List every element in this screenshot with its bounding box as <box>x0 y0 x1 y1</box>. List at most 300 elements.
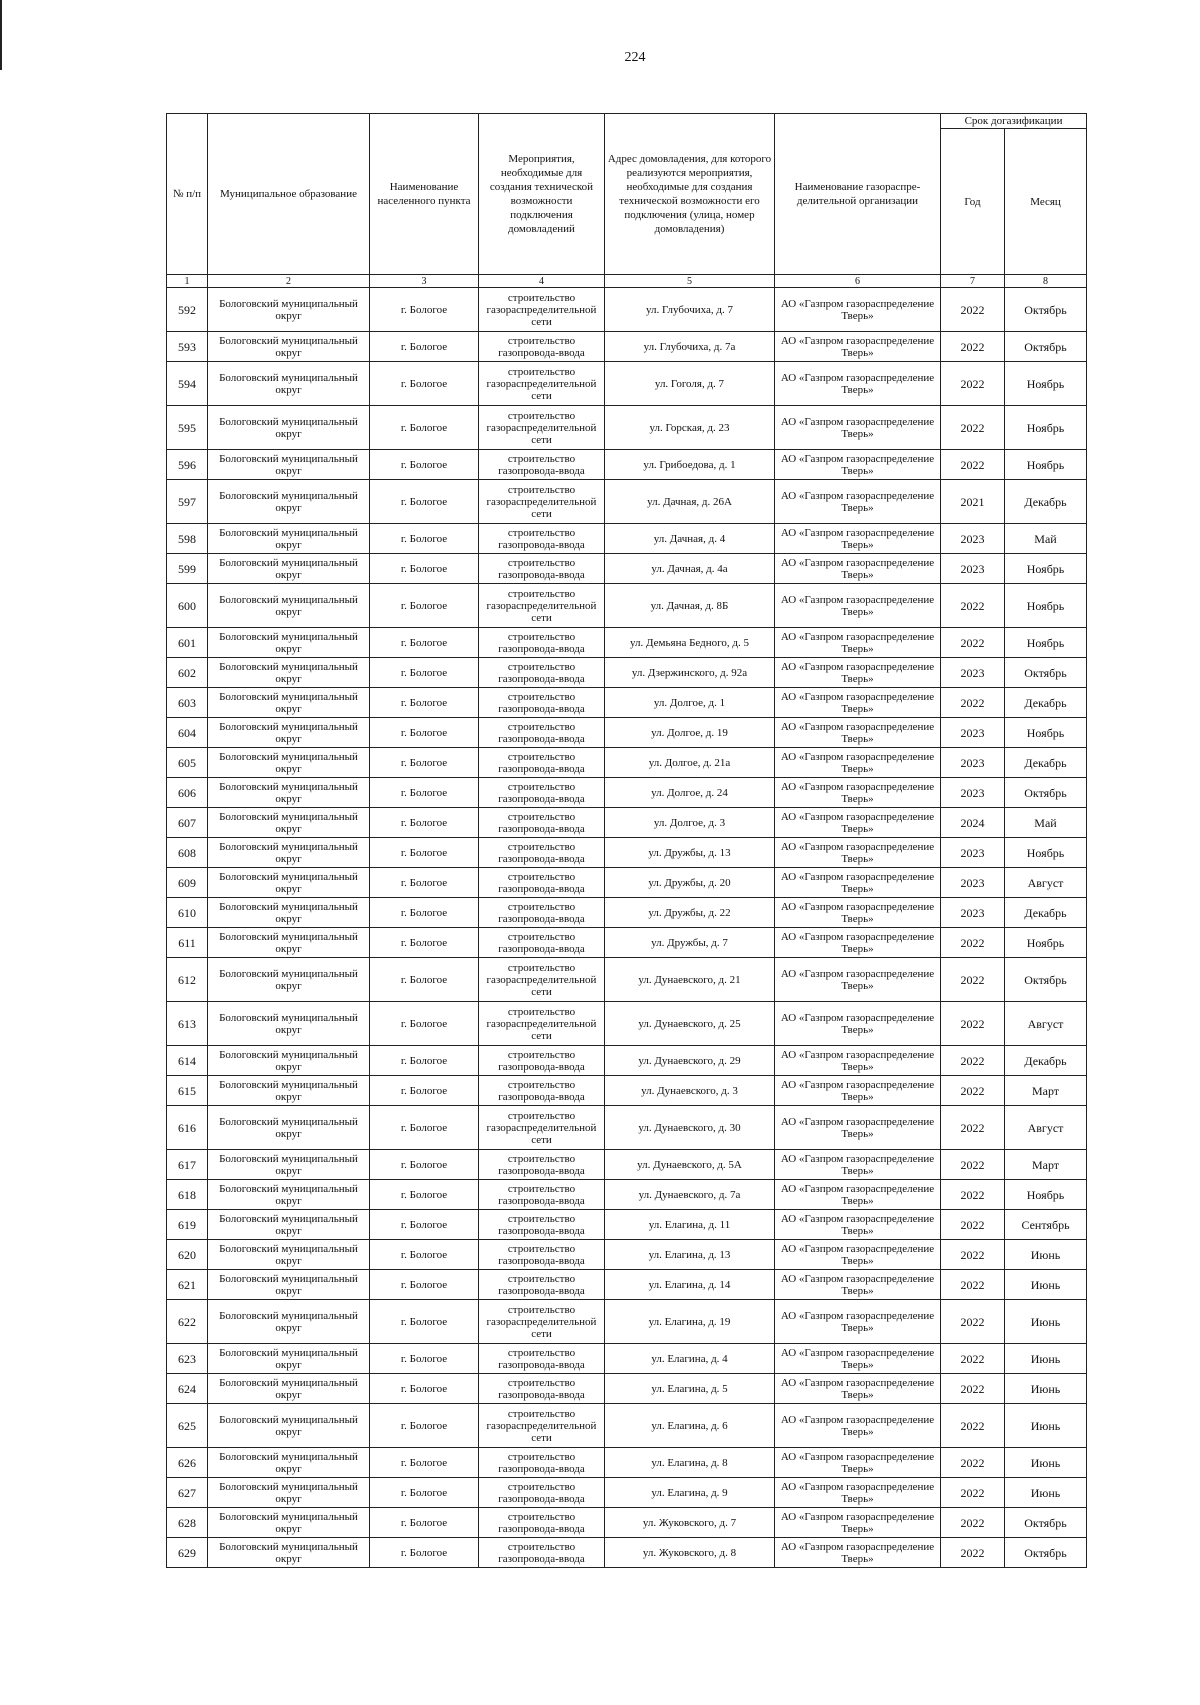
gdo-name: АО «Газпром газораспределение Тверь» <box>775 718 941 748</box>
settlement: г. Бологое <box>370 450 479 480</box>
table-row <box>167 362 1087 406</box>
address: ул. Дунаевского, д. 5А <box>605 1150 775 1180</box>
settlement: г. Бологое <box>370 868 479 898</box>
table-row <box>167 1448 1087 1478</box>
municipality: Бологовский муниципальный округ <box>208 868 370 898</box>
gdo-name: АО «Газпром газораспределение Тверь» <box>775 288 941 332</box>
address: ул. Горская, д. 23 <box>605 406 775 450</box>
address: ул. Жуковского, д. 7 <box>605 1508 775 1538</box>
address: ул. Дружбы, д. 13 <box>605 838 775 868</box>
year: 2022 <box>941 958 1005 1002</box>
table-row <box>167 1478 1087 1508</box>
row-number: 608 <box>167 838 208 868</box>
year: 2022 <box>941 1210 1005 1240</box>
header-measures: Мероприятия, необходимые для создания технической возможности подключения домовладений <box>479 114 605 275</box>
row-number: 606 <box>167 778 208 808</box>
settlement: г. Бологое <box>370 406 479 450</box>
gdo-name: АО «Газпром газораспределение Тверь» <box>775 1404 941 1448</box>
municipality: Бологовский муниципальный округ <box>208 524 370 554</box>
row-number: 619 <box>167 1210 208 1240</box>
page-number: 224 <box>624 50 646 65</box>
header-year: Год <box>941 129 1005 275</box>
address: ул. Дачная, д. 4 <box>605 524 775 554</box>
settlement: г. Бологое <box>370 928 479 958</box>
municipality: Бологовский муниципальный округ <box>208 1270 370 1300</box>
gdo-name: АО «Газпром газораспределение Тверь» <box>775 524 941 554</box>
measure: строительство газопровода-ввода <box>479 838 605 868</box>
measure: строительство газораспределительной сети <box>479 1404 605 1448</box>
measure: строительство газопровода-ввода <box>479 1150 605 1180</box>
municipality: Бологовский муниципальный округ <box>208 718 370 748</box>
gdo-name: АО «Газпром газораспределение Тверь» <box>775 898 941 928</box>
address: ул. Долгое, д. 21а <box>605 748 775 778</box>
measure: строительство газопровода-ввода <box>479 1210 605 1240</box>
row-number: 627 <box>167 1478 208 1508</box>
table-row <box>167 838 1087 868</box>
address: ул. Дачная, д. 26А <box>605 480 775 524</box>
year: 2022 <box>941 1002 1005 1046</box>
settlement: г. Бологое <box>370 1300 479 1344</box>
municipality: Бологовский муниципальный округ <box>208 406 370 450</box>
municipality: Бологовский муниципальный округ <box>208 1478 370 1508</box>
year: 2022 <box>941 406 1005 450</box>
address: ул. Елагина, д. 9 <box>605 1478 775 1508</box>
year: 2022 <box>941 1076 1005 1106</box>
measure: строительство газопровода-ввода <box>479 898 605 928</box>
measure: строительство газораспределительной сети <box>479 584 605 628</box>
table-row <box>167 332 1087 362</box>
month: Октябрь <box>1005 778 1087 808</box>
settlement: г. Бологое <box>370 748 479 778</box>
month: Декабрь <box>1005 748 1087 778</box>
measure: строительство газопровода-ввода <box>479 1448 605 1478</box>
settlement: г. Бологое <box>370 898 479 928</box>
table-row <box>167 1374 1087 1404</box>
address: ул. Елагина, д. 13 <box>605 1240 775 1270</box>
address: ул. Дунаевского, д. 7а <box>605 1180 775 1210</box>
settlement: г. Бологое <box>370 1240 479 1270</box>
gdo-name: АО «Газпром газораспределение Тверь» <box>775 748 941 778</box>
measure: строительство газопровода-ввода <box>479 332 605 362</box>
settlement: г. Бологое <box>370 524 479 554</box>
settlement: г. Бологое <box>370 584 479 628</box>
address: ул. Глубочиха, д. 7 <box>605 288 775 332</box>
measure: строительство газораспределительной сети <box>479 362 605 406</box>
row-number: 607 <box>167 808 208 838</box>
month: Ноябрь <box>1005 584 1087 628</box>
measure: строительство газопровода-ввода <box>479 1538 605 1568</box>
gdo-name: АО «Газпром газораспределение Тверь» <box>775 332 941 362</box>
measure: строительство газопровода-ввода <box>479 1344 605 1374</box>
measure: строительство газопровода-ввода <box>479 1180 605 1210</box>
row-number: 600 <box>167 584 208 628</box>
month: Июнь <box>1005 1478 1087 1508</box>
header-address: Адрес домовладения, для которого реализуются мероприятия, необходимые для создания технической возможности его подключения (улица, номер домовладения) <box>605 114 775 275</box>
month: Декабрь <box>1005 898 1087 928</box>
municipality: Бологовский муниципальный округ <box>208 584 370 628</box>
month: Октябрь <box>1005 1538 1087 1568</box>
measure: строительство газопровода-ввода <box>479 928 605 958</box>
municipality: Бологовский муниципальный округ <box>208 450 370 480</box>
settlement: г. Бологое <box>370 1076 479 1106</box>
year: 2022 <box>941 1180 1005 1210</box>
year: 2023 <box>941 524 1005 554</box>
month: Июнь <box>1005 1300 1087 1344</box>
row-number: 628 <box>167 1508 208 1538</box>
row-number: 610 <box>167 898 208 928</box>
row-number: 616 <box>167 1106 208 1150</box>
measure: строительство газопровода-ввода <box>479 554 605 584</box>
row-number: 624 <box>167 1374 208 1404</box>
table-row <box>167 688 1087 718</box>
municipality: Бологовский муниципальный округ <box>208 688 370 718</box>
gdo-name: АО «Газпром газораспределение Тверь» <box>775 868 941 898</box>
measure: строительство газопровода-ввода <box>479 1076 605 1106</box>
measure: строительство газопровода-ввода <box>479 524 605 554</box>
month: Июнь <box>1005 1374 1087 1404</box>
measure: строительство газопровода-ввода <box>479 1508 605 1538</box>
gdo-name: АО «Газпром газораспределение Тверь» <box>775 1538 941 1568</box>
year: 2023 <box>941 778 1005 808</box>
row-number: 626 <box>167 1448 208 1478</box>
row-number: 614 <box>167 1046 208 1076</box>
year: 2022 <box>941 1448 1005 1478</box>
measure: строительство газопровода-ввода <box>479 688 605 718</box>
measure: строительство газопровода-ввода <box>479 1046 605 1076</box>
municipality: Бологовский муниципальный округ <box>208 838 370 868</box>
gdo-name: АО «Газпром газораспределение Тверь» <box>775 1046 941 1076</box>
month: Июнь <box>1005 1240 1087 1270</box>
year: 2022 <box>941 1300 1005 1344</box>
row-number: 596 <box>167 450 208 480</box>
year: 2023 <box>941 838 1005 868</box>
column-number: 7 <box>941 275 1005 288</box>
measure: строительство газораспределительной сети <box>479 288 605 332</box>
row-number: 623 <box>167 1344 208 1374</box>
gdo-name: АО «Газпром газораспределение Тверь» <box>775 1076 941 1106</box>
header-idx: № п/п <box>167 114 208 275</box>
settlement: г. Бологое <box>370 1002 479 1046</box>
row-number: 594 <box>167 362 208 406</box>
address: ул. Дзержинского, д. 92а <box>605 658 775 688</box>
address: ул. Жуковского, д. 8 <box>605 1538 775 1568</box>
settlement: г. Бологое <box>370 1448 479 1478</box>
measure: строительство газопровода-ввода <box>479 450 605 480</box>
column-number: 6 <box>775 275 941 288</box>
year: 2022 <box>941 1538 1005 1568</box>
table-row <box>167 1344 1087 1374</box>
header-deadline: Срок догазификации <box>941 114 1087 129</box>
table-row <box>167 658 1087 688</box>
municipality: Бологовский муниципальный округ <box>208 362 370 406</box>
table-row <box>167 748 1087 778</box>
row-number: 612 <box>167 958 208 1002</box>
table-row <box>167 1404 1087 1448</box>
month: Октябрь <box>1005 958 1087 1002</box>
table-row <box>167 928 1087 958</box>
address: ул. Дачная, д. 8Б <box>605 584 775 628</box>
gdo-name: АО «Газпром газораспределение Тверь» <box>775 1508 941 1538</box>
month: Июнь <box>1005 1270 1087 1300</box>
month: Май <box>1005 808 1087 838</box>
municipality: Бологовский муниципальный округ <box>208 898 370 928</box>
municipality: Бологовский муниципальный округ <box>208 1448 370 1478</box>
measure: строительство газопровода-ввода <box>479 658 605 688</box>
year: 2023 <box>941 658 1005 688</box>
gdo-name: АО «Газпром газораспределение Тверь» <box>775 958 941 1002</box>
column-number: 2 <box>208 275 370 288</box>
measure: строительство газопровода-ввода <box>479 1270 605 1300</box>
address: ул. Дунаевского, д. 25 <box>605 1002 775 1046</box>
settlement: г. Бологое <box>370 778 479 808</box>
row-number: 622 <box>167 1300 208 1344</box>
year: 2022 <box>941 928 1005 958</box>
table-row <box>167 1240 1087 1270</box>
year: 2022 <box>941 362 1005 406</box>
measure: строительство газораспределительной сети <box>479 1106 605 1150</box>
row-number: 625 <box>167 1404 208 1448</box>
municipality: Бологовский муниципальный округ <box>208 748 370 778</box>
month: Октябрь <box>1005 1508 1087 1538</box>
measure: строительство газопровода-ввода <box>479 1478 605 1508</box>
settlement: г. Бологое <box>370 1270 479 1300</box>
municipality: Бологовский муниципальный округ <box>208 554 370 584</box>
row-number: 613 <box>167 1002 208 1046</box>
municipality: Бологовский муниципальный округ <box>208 1300 370 1344</box>
settlement: г. Бологое <box>370 958 479 1002</box>
year: 2022 <box>941 1106 1005 1150</box>
address: ул. Гоголя, д. 7 <box>605 362 775 406</box>
column-number: 5 <box>605 275 775 288</box>
row-number: 605 <box>167 748 208 778</box>
settlement: г. Бологое <box>370 1150 479 1180</box>
municipality: Бологовский муниципальный округ <box>208 1240 370 1270</box>
month: Октябрь <box>1005 332 1087 362</box>
header-month: Месяц <box>1005 129 1087 275</box>
table-row <box>167 628 1087 658</box>
table-row <box>167 1538 1087 1568</box>
gdo-name: АО «Газпром газораспределение Тверь» <box>775 1300 941 1344</box>
measure: строительство газопровода-ввода <box>479 868 605 898</box>
row-number: 599 <box>167 554 208 584</box>
municipality: Бологовский муниципальный округ <box>208 1046 370 1076</box>
gdo-name: АО «Газпром газораспределение Тверь» <box>775 838 941 868</box>
gdo-name: АО «Газпром газораспределение Тверь» <box>775 1106 941 1150</box>
measure: строительство газопровода-ввода <box>479 628 605 658</box>
gdo-name: АО «Газпром газораспределение Тверь» <box>775 1002 941 1046</box>
table-row <box>167 288 1087 332</box>
settlement: г. Бологое <box>370 1210 479 1240</box>
settlement: г. Бологое <box>370 838 479 868</box>
address: ул. Дружбы, д. 22 <box>605 898 775 928</box>
municipality: Бологовский муниципальный округ <box>208 1180 370 1210</box>
gdo-name: АО «Газпром газораспределение Тверь» <box>775 584 941 628</box>
municipality: Бологовский муниципальный округ <box>208 928 370 958</box>
address: ул. Дунаевского, д. 30 <box>605 1106 775 1150</box>
settlement: г. Бологое <box>370 658 479 688</box>
month: Ноябрь <box>1005 838 1087 868</box>
row-number: 601 <box>167 628 208 658</box>
settlement: г. Бологое <box>370 1046 479 1076</box>
year: 2022 <box>941 1046 1005 1076</box>
municipality: Бологовский муниципальный округ <box>208 1210 370 1240</box>
month: Июнь <box>1005 1448 1087 1478</box>
municipality: Бологовский муниципальный округ <box>208 1344 370 1374</box>
year: 2023 <box>941 868 1005 898</box>
month: Август <box>1005 868 1087 898</box>
table-row <box>167 1300 1087 1344</box>
table-body <box>167 288 1087 1568</box>
column-number: 4 <box>479 275 605 288</box>
table-row <box>167 1150 1087 1180</box>
year: 2022 <box>941 288 1005 332</box>
year: 2022 <box>941 1404 1005 1448</box>
year: 2024 <box>941 808 1005 838</box>
month: Ноябрь <box>1005 1180 1087 1210</box>
table-row <box>167 1508 1087 1538</box>
column-number-row <box>167 275 1087 288</box>
municipality: Бологовский муниципальный округ <box>208 1374 370 1404</box>
gasification-table <box>166 113 1087 1568</box>
year: 2023 <box>941 898 1005 928</box>
row-number: 617 <box>167 1150 208 1180</box>
gdo-name: АО «Газпром газораспределение Тверь» <box>775 1478 941 1508</box>
settlement: г. Бологое <box>370 688 479 718</box>
table-row <box>167 406 1087 450</box>
address: ул. Дунаевского, д. 29 <box>605 1046 775 1076</box>
municipality: Бологовский муниципальный округ <box>208 808 370 838</box>
settlement: г. Бологое <box>370 554 479 584</box>
month: Декабрь <box>1005 480 1087 524</box>
settlement: г. Бологое <box>370 1374 479 1404</box>
month: Ноябрь <box>1005 718 1087 748</box>
gdo-name: АО «Газпром газораспределение Тверь» <box>775 1210 941 1240</box>
gdo-name: АО «Газпром газораспределение Тверь» <box>775 778 941 808</box>
municipality: Бологовский муниципальный округ <box>208 778 370 808</box>
gdo-name: АО «Газпром газораспределение Тверь» <box>775 1374 941 1404</box>
gdo-name: АО «Газпром газораспределение Тверь» <box>775 554 941 584</box>
row-number: 621 <box>167 1270 208 1300</box>
gdo-name: АО «Газпром газораспределение Тверь» <box>775 808 941 838</box>
settlement: г. Бологое <box>370 480 479 524</box>
settlement: г. Бологое <box>370 1538 479 1568</box>
settlement: г. Бологое <box>370 1508 479 1538</box>
settlement: г. Бологое <box>370 1180 479 1210</box>
measure: строительство газопровода-ввода <box>479 718 605 748</box>
gdo-name: АО «Газпром газораспределение Тверь» <box>775 480 941 524</box>
table-row <box>167 1076 1087 1106</box>
settlement: г. Бологое <box>370 808 479 838</box>
row-number: 592 <box>167 288 208 332</box>
address: ул. Демьяна Бедного, д. 5 <box>605 628 775 658</box>
settlement: г. Бологое <box>370 1478 479 1508</box>
month: Ноябрь <box>1005 362 1087 406</box>
municipality: Бологовский муниципальный округ <box>208 1538 370 1568</box>
row-number: 604 <box>167 718 208 748</box>
municipality: Бологовский муниципальный округ <box>208 1404 370 1448</box>
gdo-name: АО «Газпром газораспределение Тверь» <box>775 450 941 480</box>
settlement: г. Бологое <box>370 288 479 332</box>
month: Май <box>1005 524 1087 554</box>
row-number: 593 <box>167 332 208 362</box>
month: Октябрь <box>1005 658 1087 688</box>
month: Декабрь <box>1005 1046 1087 1076</box>
table-row <box>167 480 1087 524</box>
row-number: 611 <box>167 928 208 958</box>
gdo-name: АО «Газпром газораспределение Тверь» <box>775 628 941 658</box>
month: Июнь <box>1005 1344 1087 1374</box>
measure: строительство газопровода-ввода <box>479 778 605 808</box>
municipality: Бологовский муниципальный округ <box>208 628 370 658</box>
address: ул. Долгое, д. 19 <box>605 718 775 748</box>
municipality: Бологовский муниципальный округ <box>208 1106 370 1150</box>
year: 2022 <box>941 1374 1005 1404</box>
column-number: 8 <box>1005 275 1087 288</box>
municipality: Бологовский муниципальный округ <box>208 288 370 332</box>
row-number: 602 <box>167 658 208 688</box>
gdo-name: АО «Газпром газораспределение Тверь» <box>775 1150 941 1180</box>
year: 2022 <box>941 628 1005 658</box>
row-number: 618 <box>167 1180 208 1210</box>
year: 2022 <box>941 1478 1005 1508</box>
address: ул. Долгое, д. 1 <box>605 688 775 718</box>
row-number: 595 <box>167 406 208 450</box>
year: 2023 <box>941 554 1005 584</box>
table-row <box>167 778 1087 808</box>
year: 2022 <box>941 450 1005 480</box>
measure: строительство газопровода-ввода <box>479 808 605 838</box>
table-row <box>167 1180 1087 1210</box>
settlement: г. Бологое <box>370 1344 479 1374</box>
address: ул. Дунаевского, д. 21 <box>605 958 775 1002</box>
address: ул. Глубочиха, д. 7а <box>605 332 775 362</box>
year: 2022 <box>941 1508 1005 1538</box>
year: 2022 <box>941 688 1005 718</box>
month: Ноябрь <box>1005 928 1087 958</box>
gdo-name: АО «Газпром газораспределение Тверь» <box>775 362 941 406</box>
month: Июнь <box>1005 1404 1087 1448</box>
address: ул. Дунаевского, д. 3 <box>605 1076 775 1106</box>
measure: строительство газораспределительной сети <box>479 1300 605 1344</box>
month: Декабрь <box>1005 688 1087 718</box>
table-row <box>167 1002 1087 1046</box>
header-gdo: Наименование газораспре-делительной организации <box>775 114 941 275</box>
measure: строительство газопровода-ввода <box>479 748 605 778</box>
address: ул. Дружбы, д. 7 <box>605 928 775 958</box>
gdo-name: АО «Газпром газораспределение Тверь» <box>775 1344 941 1374</box>
row-number: 609 <box>167 868 208 898</box>
year: 2022 <box>941 1344 1005 1374</box>
municipality: Бологовский муниципальный округ <box>208 332 370 362</box>
municipality: Бологовский муниципальный округ <box>208 958 370 1002</box>
measure: строительство газопровода-ввода <box>479 1374 605 1404</box>
address: ул. Дружбы, д. 20 <box>605 868 775 898</box>
settlement: г. Бологое <box>370 718 479 748</box>
table-row <box>167 718 1087 748</box>
month: Октябрь <box>1005 288 1087 332</box>
measure: строительство газораспределительной сети <box>479 958 605 1002</box>
gdo-name: АО «Газпром газораспределение Тверь» <box>775 658 941 688</box>
year: 2022 <box>941 584 1005 628</box>
month: Ноябрь <box>1005 450 1087 480</box>
gdo-name: АО «Газпром газораспределение Тверь» <box>775 928 941 958</box>
row-number: 629 <box>167 1538 208 1568</box>
address: ул. Долгое, д. 3 <box>605 808 775 838</box>
address: ул. Елагина, д. 11 <box>605 1210 775 1240</box>
table-row <box>167 868 1087 898</box>
settlement: г. Бологое <box>370 628 479 658</box>
month: Сентябрь <box>1005 1210 1087 1240</box>
